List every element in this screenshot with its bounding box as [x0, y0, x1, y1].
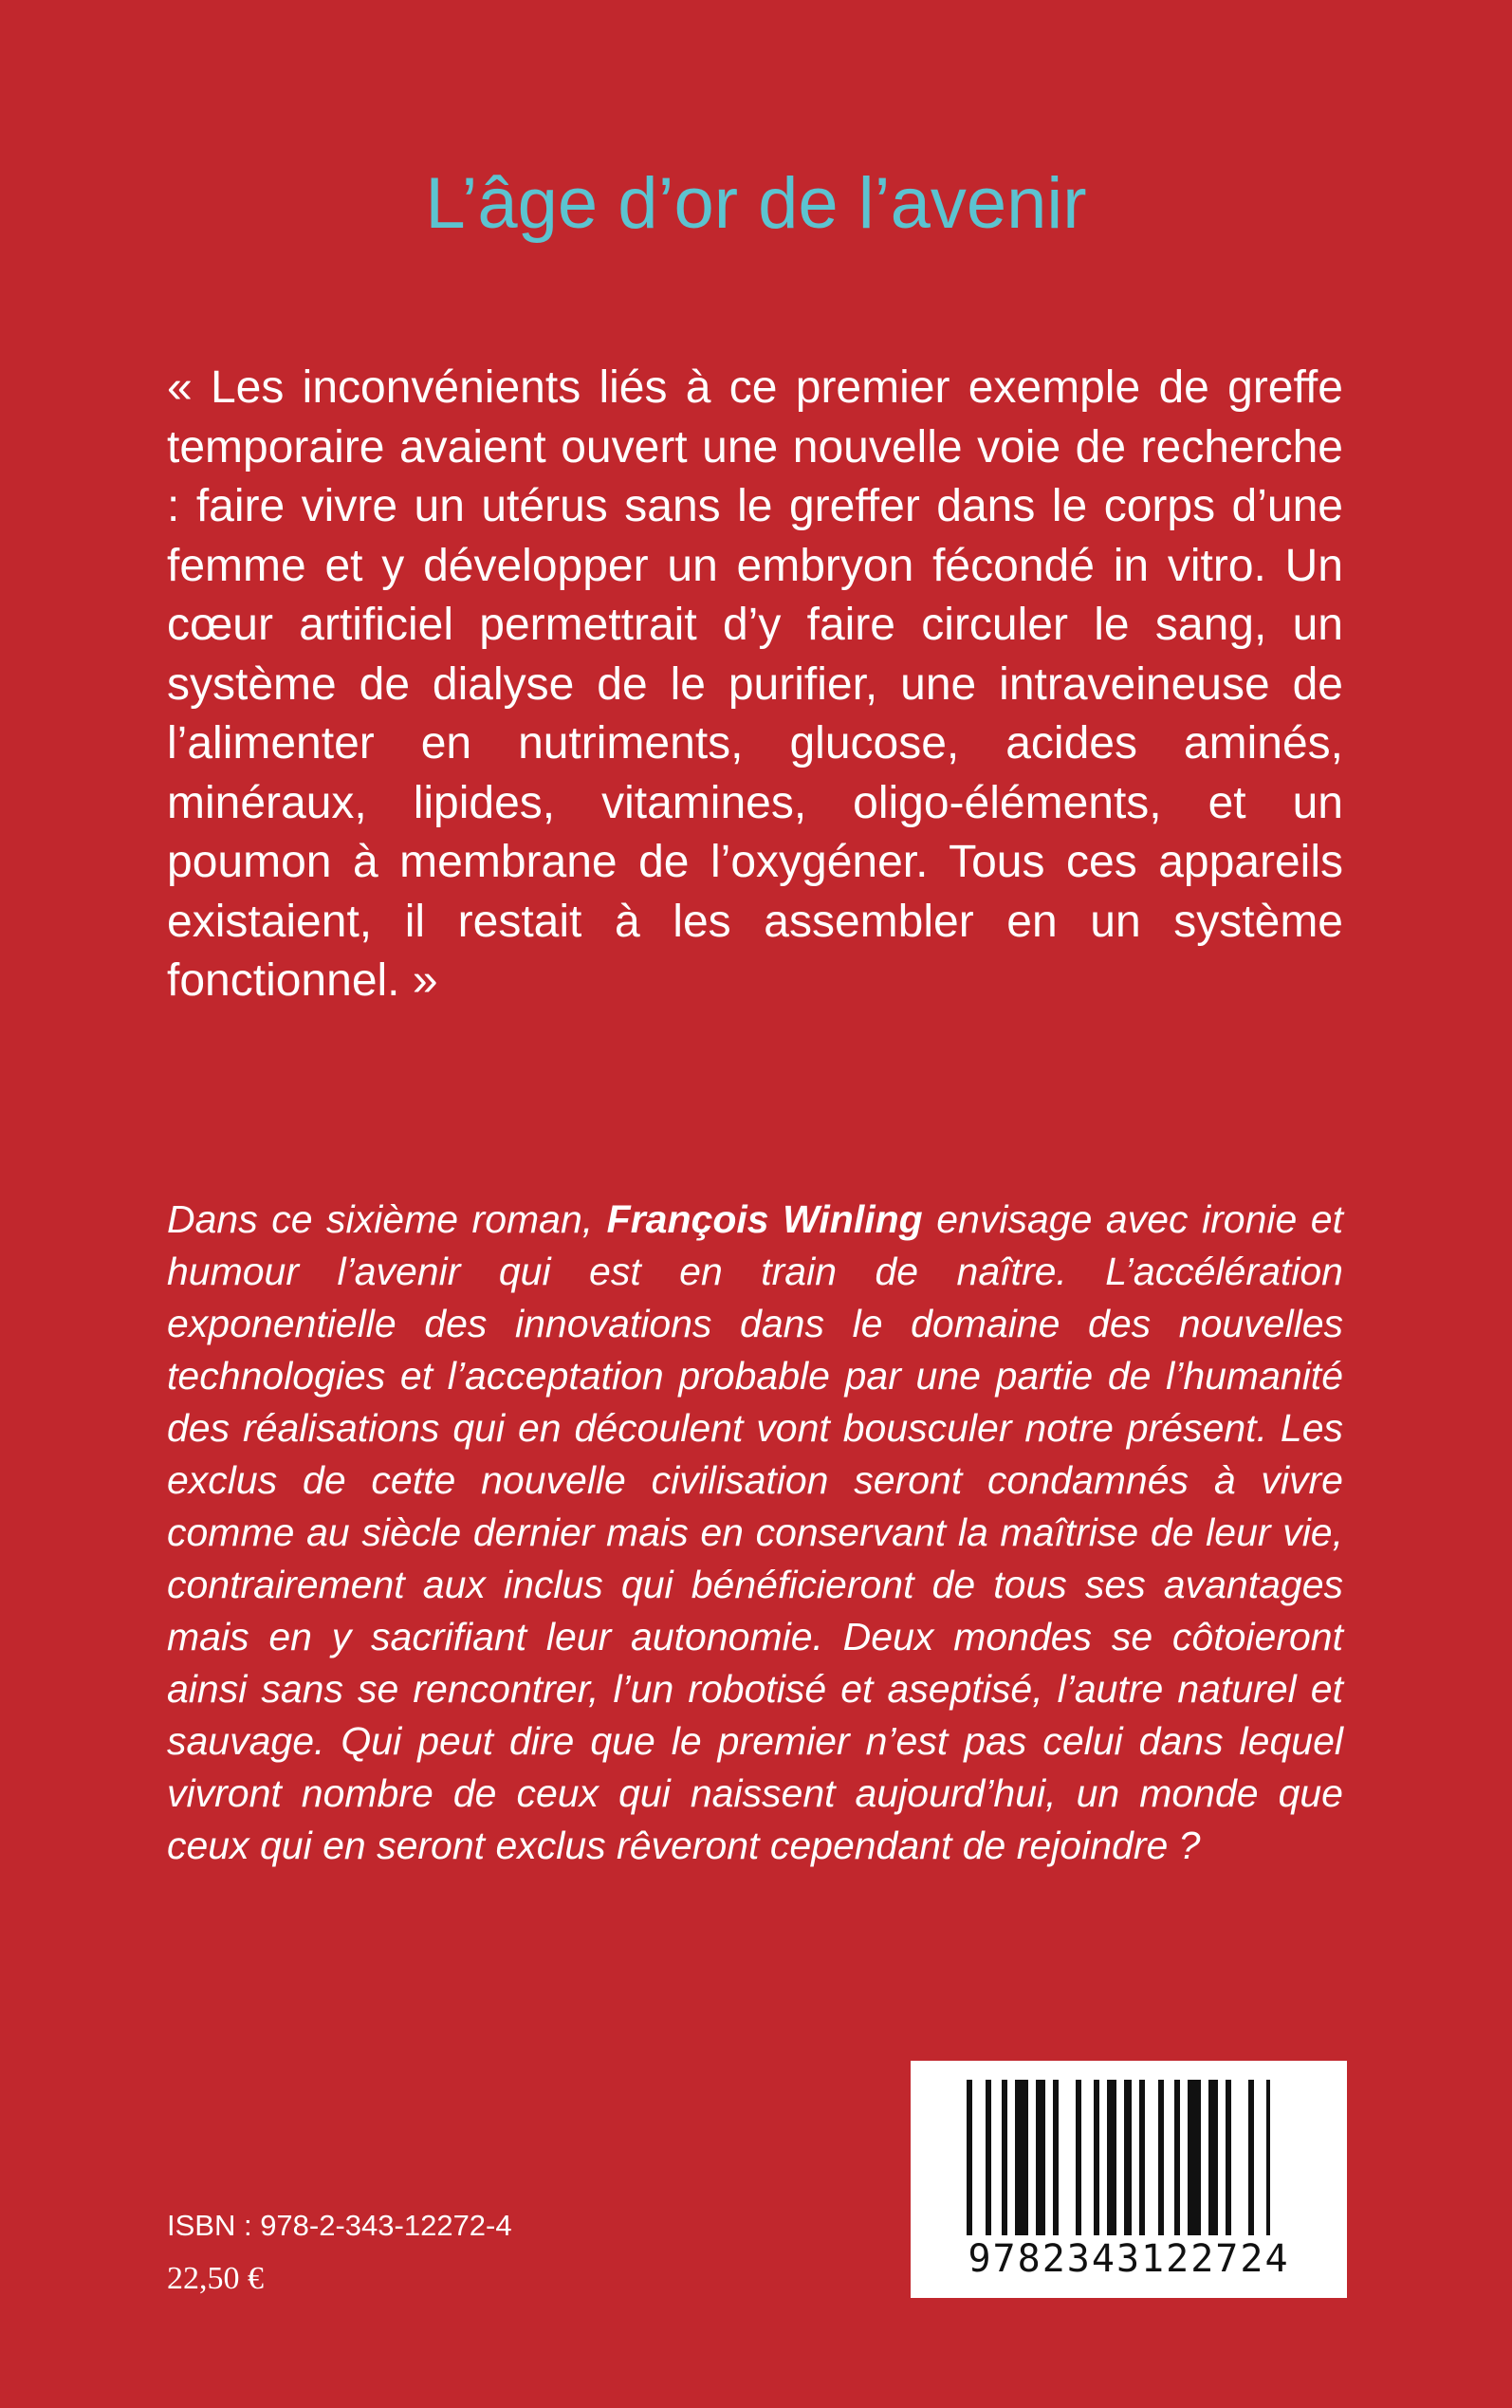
- barcode-bar: [1109, 2080, 1113, 2239]
- barcode-bar: [1141, 2080, 1145, 2239]
- barcode-bar: [1174, 2080, 1176, 2239]
- barcode-bar: [1214, 2080, 1218, 2239]
- barcode-bar: [1057, 2080, 1059, 2239]
- barcode-bar: [967, 2080, 968, 2239]
- barcode-bar: [1124, 2080, 1128, 2239]
- barcode-bar: [1076, 2080, 1079, 2239]
- price-label: 22,50 €: [167, 2261, 264, 2296]
- barcode-bar: [1130, 2080, 1132, 2239]
- barcode-bar: [1229, 2080, 1231, 2239]
- barcode-bar: [1193, 2080, 1197, 2239]
- barcode-bar: [1024, 2080, 1028, 2239]
- barcode-bar: [1021, 2080, 1024, 2239]
- barcode-bar: [1191, 2080, 1193, 2239]
- barcode-bar: [1097, 2080, 1099, 2239]
- barcode-bar: [1139, 2080, 1141, 2239]
- barcode-bar: [1094, 2080, 1097, 2239]
- barcode-bar: [987, 2080, 991, 2239]
- excerpt-quote: « Les inconvénients liés à ce premier exemple de greffe temporaire avaient ouvert une nouvelle voie de recherche : faire vivre un utérus sans le greffer dans le corps d’une femme et y développer un embryon fécondé in vitro. Un cœur artificiel permettrait d’y faire circuler le sang, un système de dialyse de le purifier, une intraveineuse de l’alimenter en nutriments, glucose, acides aminés, minéraux, lipides, vitamines, oligo-éléments, et un poumon à membrane de l’oxygéner. Tous ces appareils existaient, il restait à les assembler en un système fonctionnel. »: [167, 362, 1343, 1006]
- barcode: [911, 2061, 1347, 2298]
- barcode-bar: [1115, 2080, 1116, 2239]
- barcode-bar: [1176, 2080, 1180, 2239]
- isbn-label: ISBN : 978-2-343-12272-4: [167, 2209, 512, 2242]
- barcode-bar: [1113, 2080, 1115, 2239]
- barcode-bar: [1160, 2080, 1164, 2239]
- barcode-bar: [1252, 2080, 1254, 2239]
- author-name: François Winling: [606, 1197, 923, 1241]
- book-title: L’âge d’or de l’avenir: [425, 163, 1087, 244]
- barcode-bar: [1226, 2080, 1229, 2239]
- barcode-bar: [1266, 2080, 1270, 2239]
- barcode-bar: [1079, 2080, 1081, 2239]
- summary-body: envisage avec ironie et humour l’avenir qui est en train de naître. L’accélération exponentielle des innovations dans le domaine des nouvelles technologies et l’acceptation probable par une partie de l’humanité des réalisations qui en découlent vont bousculer notre présent. Les exclus de cette nouvelle civilisation seront condamnés à vivre comme au siècle dernier mais en conservant la maîtrise de leur vie, contrairement aux inclus qui bénéficieront de tous ses avantages mais en y sacrifiant leur autonomie. Deux mondes se côtoieront ainsi sans se rencontrer, l’un robotisé et aseptisé, l’autre naturel et sauvage. Qui peut dire que le premier n’est pas celui dans lequel vivront nombre de ceux qui naissent aujourd’hui, un monde que ceux qui en seront exclus rêveront cependant de rejoindre ?: [167, 1197, 1344, 1867]
- barcode-bar: [1208, 2080, 1210, 2239]
- barcode-bar: [1210, 2080, 1214, 2239]
- barcode-bar: [1038, 2080, 1042, 2239]
- barcode-bar: [1019, 2080, 1021, 2239]
- barcode-bar: [1128, 2080, 1130, 2239]
- barcode-bar: [1188, 2080, 1191, 2239]
- summary-intro: Dans ce sixième roman,: [167, 1197, 607, 1241]
- barcode-bar: [1197, 2080, 1201, 2239]
- barcode-bar: [1158, 2080, 1160, 2239]
- barcode-digits: 9782343122724: [930, 2235, 1328, 2283]
- barcode-bar: [1036, 2080, 1038, 2239]
- barcode-bar: [1004, 2080, 1007, 2239]
- barcode-bar: [1042, 2080, 1045, 2239]
- barcode-bar: [1053, 2080, 1057, 2239]
- barcode-bar: [1248, 2080, 1252, 2239]
- barcode-bar: [968, 2080, 972, 2239]
- barcode-bar: [1015, 2080, 1019, 2239]
- barcode-bar: [1107, 2080, 1109, 2239]
- barcode-bar: [986, 2080, 987, 2239]
- book-summary: [167, 1194, 1343, 1872]
- barcode-bar: [1002, 2080, 1004, 2239]
